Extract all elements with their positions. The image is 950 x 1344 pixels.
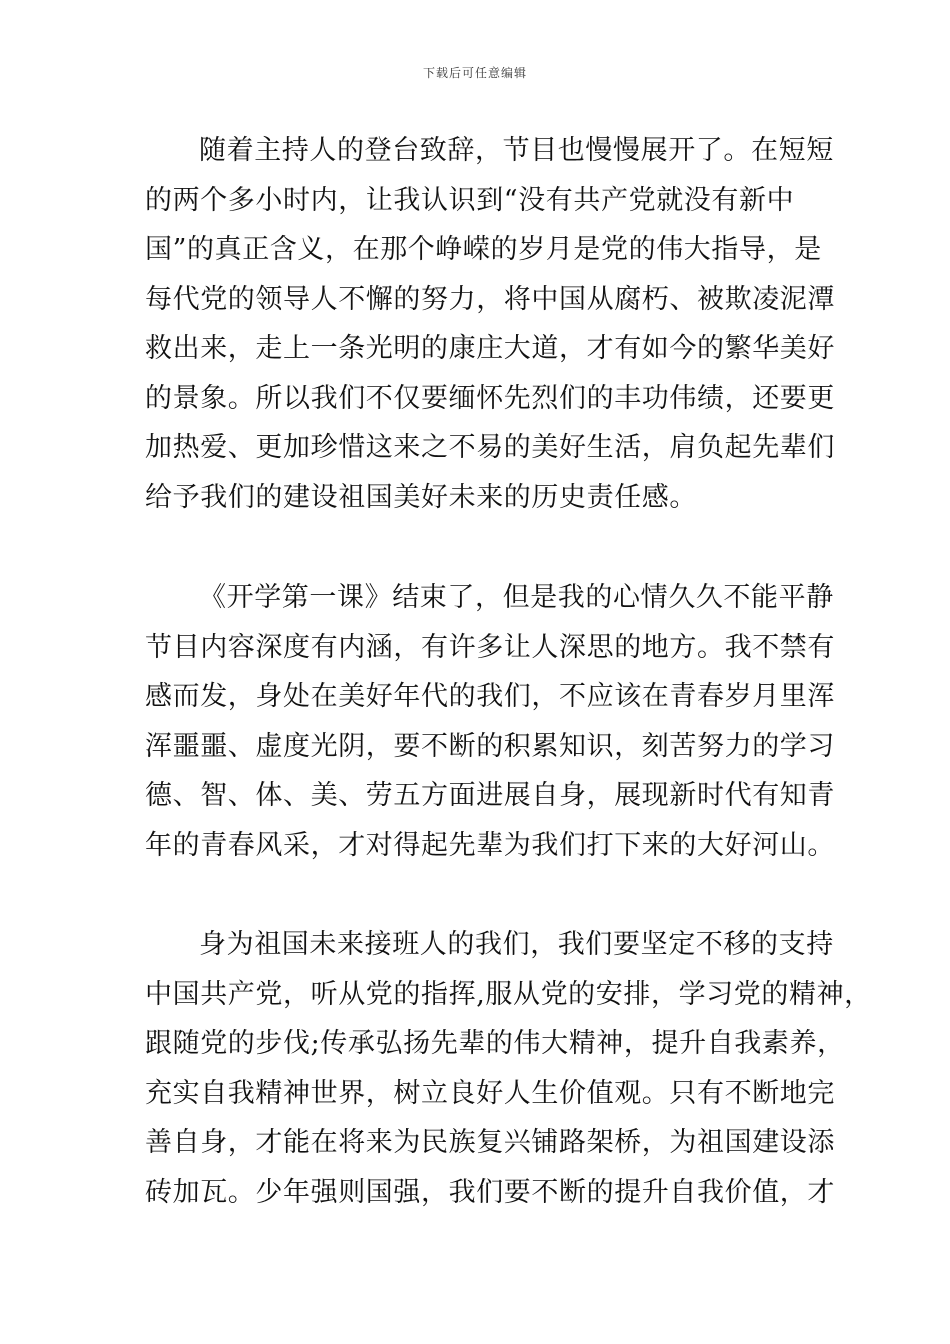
text-line: 给予我们的建设祖国美好未来的历史责任感。	[145, 481, 697, 513]
text-line: 的景象。所以我们不仅要缅怀先烈们的丰功伟绩，还要更	[145, 382, 835, 414]
text-line: 善自身，才能在将来为民族复兴铺路架桥，为祖国建设添	[145, 1127, 835, 1158]
text-line: 充实自我精神世界，树立良好人生价值观。只有不断地完	[145, 1077, 835, 1109]
text-line: 年的青春风采，才对得起先辈为我们打下来的大好河山。	[145, 829, 835, 861]
paragraph-1	[145, 126, 835, 522]
text-line: 国”的真正含义，在那个峥嵘的岁月是党的伟大指导，是	[145, 234, 822, 265]
header-note: 下载后可任意编辑	[422, 66, 527, 80]
text-line: 浑噩噩、虚度光阴，要不断的积累知识，刻苦努力的学习	[145, 730, 835, 762]
text-line: 跟随党的步伐;传承弘扬先辈的伟大精神，提升自我素养，	[145, 1028, 845, 1059]
text-line: 随着主持人的登台致辞，节目也慢慢展开了。在短短	[199, 135, 834, 166]
text-line: 每代党的领导人不懈的努力，将中国从腐朽、被欺凌泥潭	[145, 283, 835, 315]
text-line: 德、智、体、美、劳五方面进展自身，展现新时代有知青	[145, 780, 835, 811]
text-line: 砖加瓦。少年强则国强，我们要不断的提升自我价值，才	[145, 1176, 835, 1208]
text-line: 救出来，走上一条光明的康庄大道，才有如今的繁华美好	[145, 333, 835, 364]
paragraph-3	[145, 920, 872, 1217]
text-line: 身为祖国未来接班人的我们，我们要坚定不移的支持	[199, 929, 834, 960]
text-line: 节目内容深度有内涵，有许多让人深思的地方。我不禁有	[145, 631, 835, 663]
text-line: 《开学第一课》结束了，但是我的心情久久不能平静	[199, 582, 834, 613]
text-line: 感而发，身处在美好年代的我们，不应该在青春岁月里浑	[145, 681, 835, 712]
text-line: 中国共产党，听从党的指挥,服从党的安排，学习党的精神，	[145, 978, 872, 1010]
text-line: 加热爱、更加珍惜这来之不易的美好生活，肩负起先辈们	[145, 432, 835, 463]
paragraph-2	[145, 573, 835, 870]
text-line: 的两个多小时内，让我认识到“没有共产党就没有新中	[145, 184, 795, 216]
